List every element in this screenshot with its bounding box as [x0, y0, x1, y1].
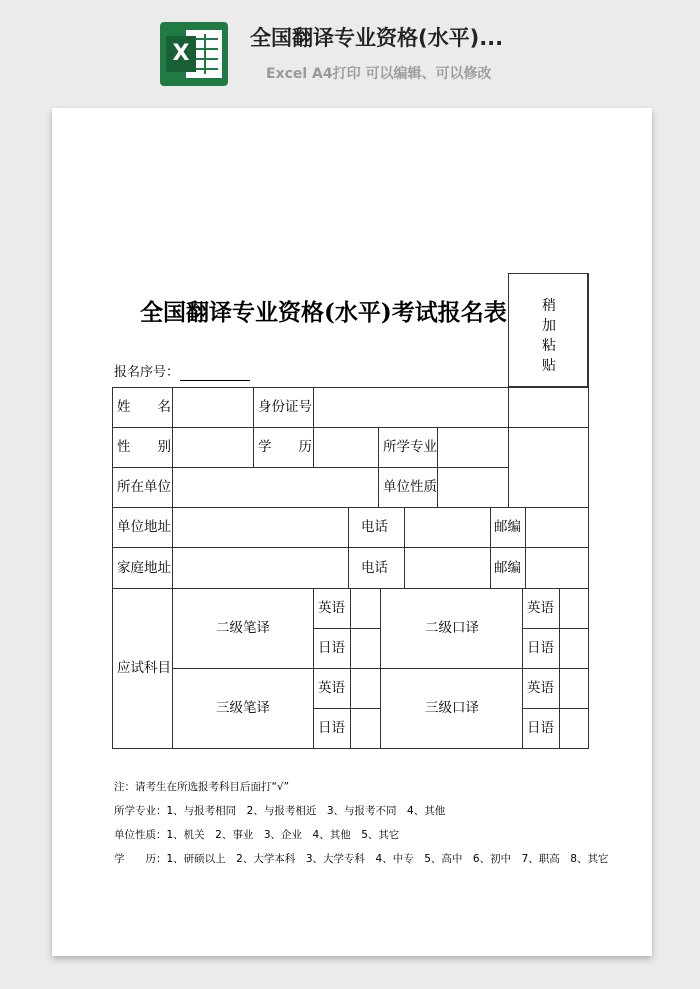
- form-title: 全国翻译专业资格(水平)考试报名表: [140, 299, 507, 326]
- label-l2o-english: 英语: [527, 600, 554, 616]
- label-employer: 所在单位: [117, 479, 171, 495]
- label-exam-subject: 应试科目: [117, 660, 171, 676]
- label-l2-oral: 二级口译: [425, 620, 479, 636]
- label-l3w-japanese: 日语: [318, 720, 345, 736]
- label-name: 姓 名: [117, 399, 171, 415]
- label-l3o-english: 英语: [527, 680, 554, 696]
- note-line: 注：请考生在所选报考科目后面打“√”: [114, 781, 290, 793]
- notes: [114, 775, 609, 871]
- note-line: 单位性质：1、机关 2、事业 3、企业 4、其他 5、其它: [114, 829, 400, 841]
- label-l2w-japanese: 日语: [318, 640, 345, 656]
- label-l2o-japanese: 日语: [527, 640, 554, 656]
- label-postcode: 邮编: [494, 519, 521, 535]
- label-postcode-2: 邮编: [494, 560, 521, 576]
- label-l2-written: 二级笔译: [216, 620, 270, 636]
- label-major: 所学专业: [383, 439, 437, 455]
- excel-icon: X: [160, 22, 228, 86]
- document-title: 全国翻译专业资格(水平)...: [250, 26, 504, 50]
- label-phone-2: 电话: [361, 560, 388, 576]
- label-l3o-japanese: 日语: [527, 720, 554, 736]
- label-gender: 性 别: [117, 439, 171, 455]
- label-l2w-english: 英语: [318, 600, 345, 616]
- label-l3-written: 三级笔译: [216, 700, 270, 716]
- document-subtitle: Excel A4打印 可以编辑、可以修改: [266, 66, 492, 82]
- label-work-address: 单位地址: [117, 519, 171, 535]
- label-home-address: 家庭地址: [117, 560, 171, 576]
- label-phone: 电话: [361, 519, 388, 535]
- note-line: 所学专业：1、与报考相同 2、与报考相近 3、与报考不同 4、其他: [114, 805, 446, 817]
- reg-no-label: 报名序号：: [114, 365, 180, 380]
- label-employer-type: 单位性质: [383, 479, 437, 495]
- label-education: 学 历: [258, 439, 312, 455]
- label-id-no: 身份证号: [258, 399, 312, 415]
- reg-no-field[interactable]: [180, 380, 250, 381]
- photo-label: 稍加粘贴: [542, 298, 556, 374]
- label-l3w-english: 英语: [318, 680, 345, 696]
- header: [0, 0, 700, 100]
- label-l3-oral: 三级口译: [425, 700, 479, 716]
- note-line: 学 历：1、研硕以上 2、大学本科 3、大学专科 4、中专 5、高中 6、初中 7、职高 8、其它: [114, 853, 609, 865]
- photo-box: [508, 273, 588, 387]
